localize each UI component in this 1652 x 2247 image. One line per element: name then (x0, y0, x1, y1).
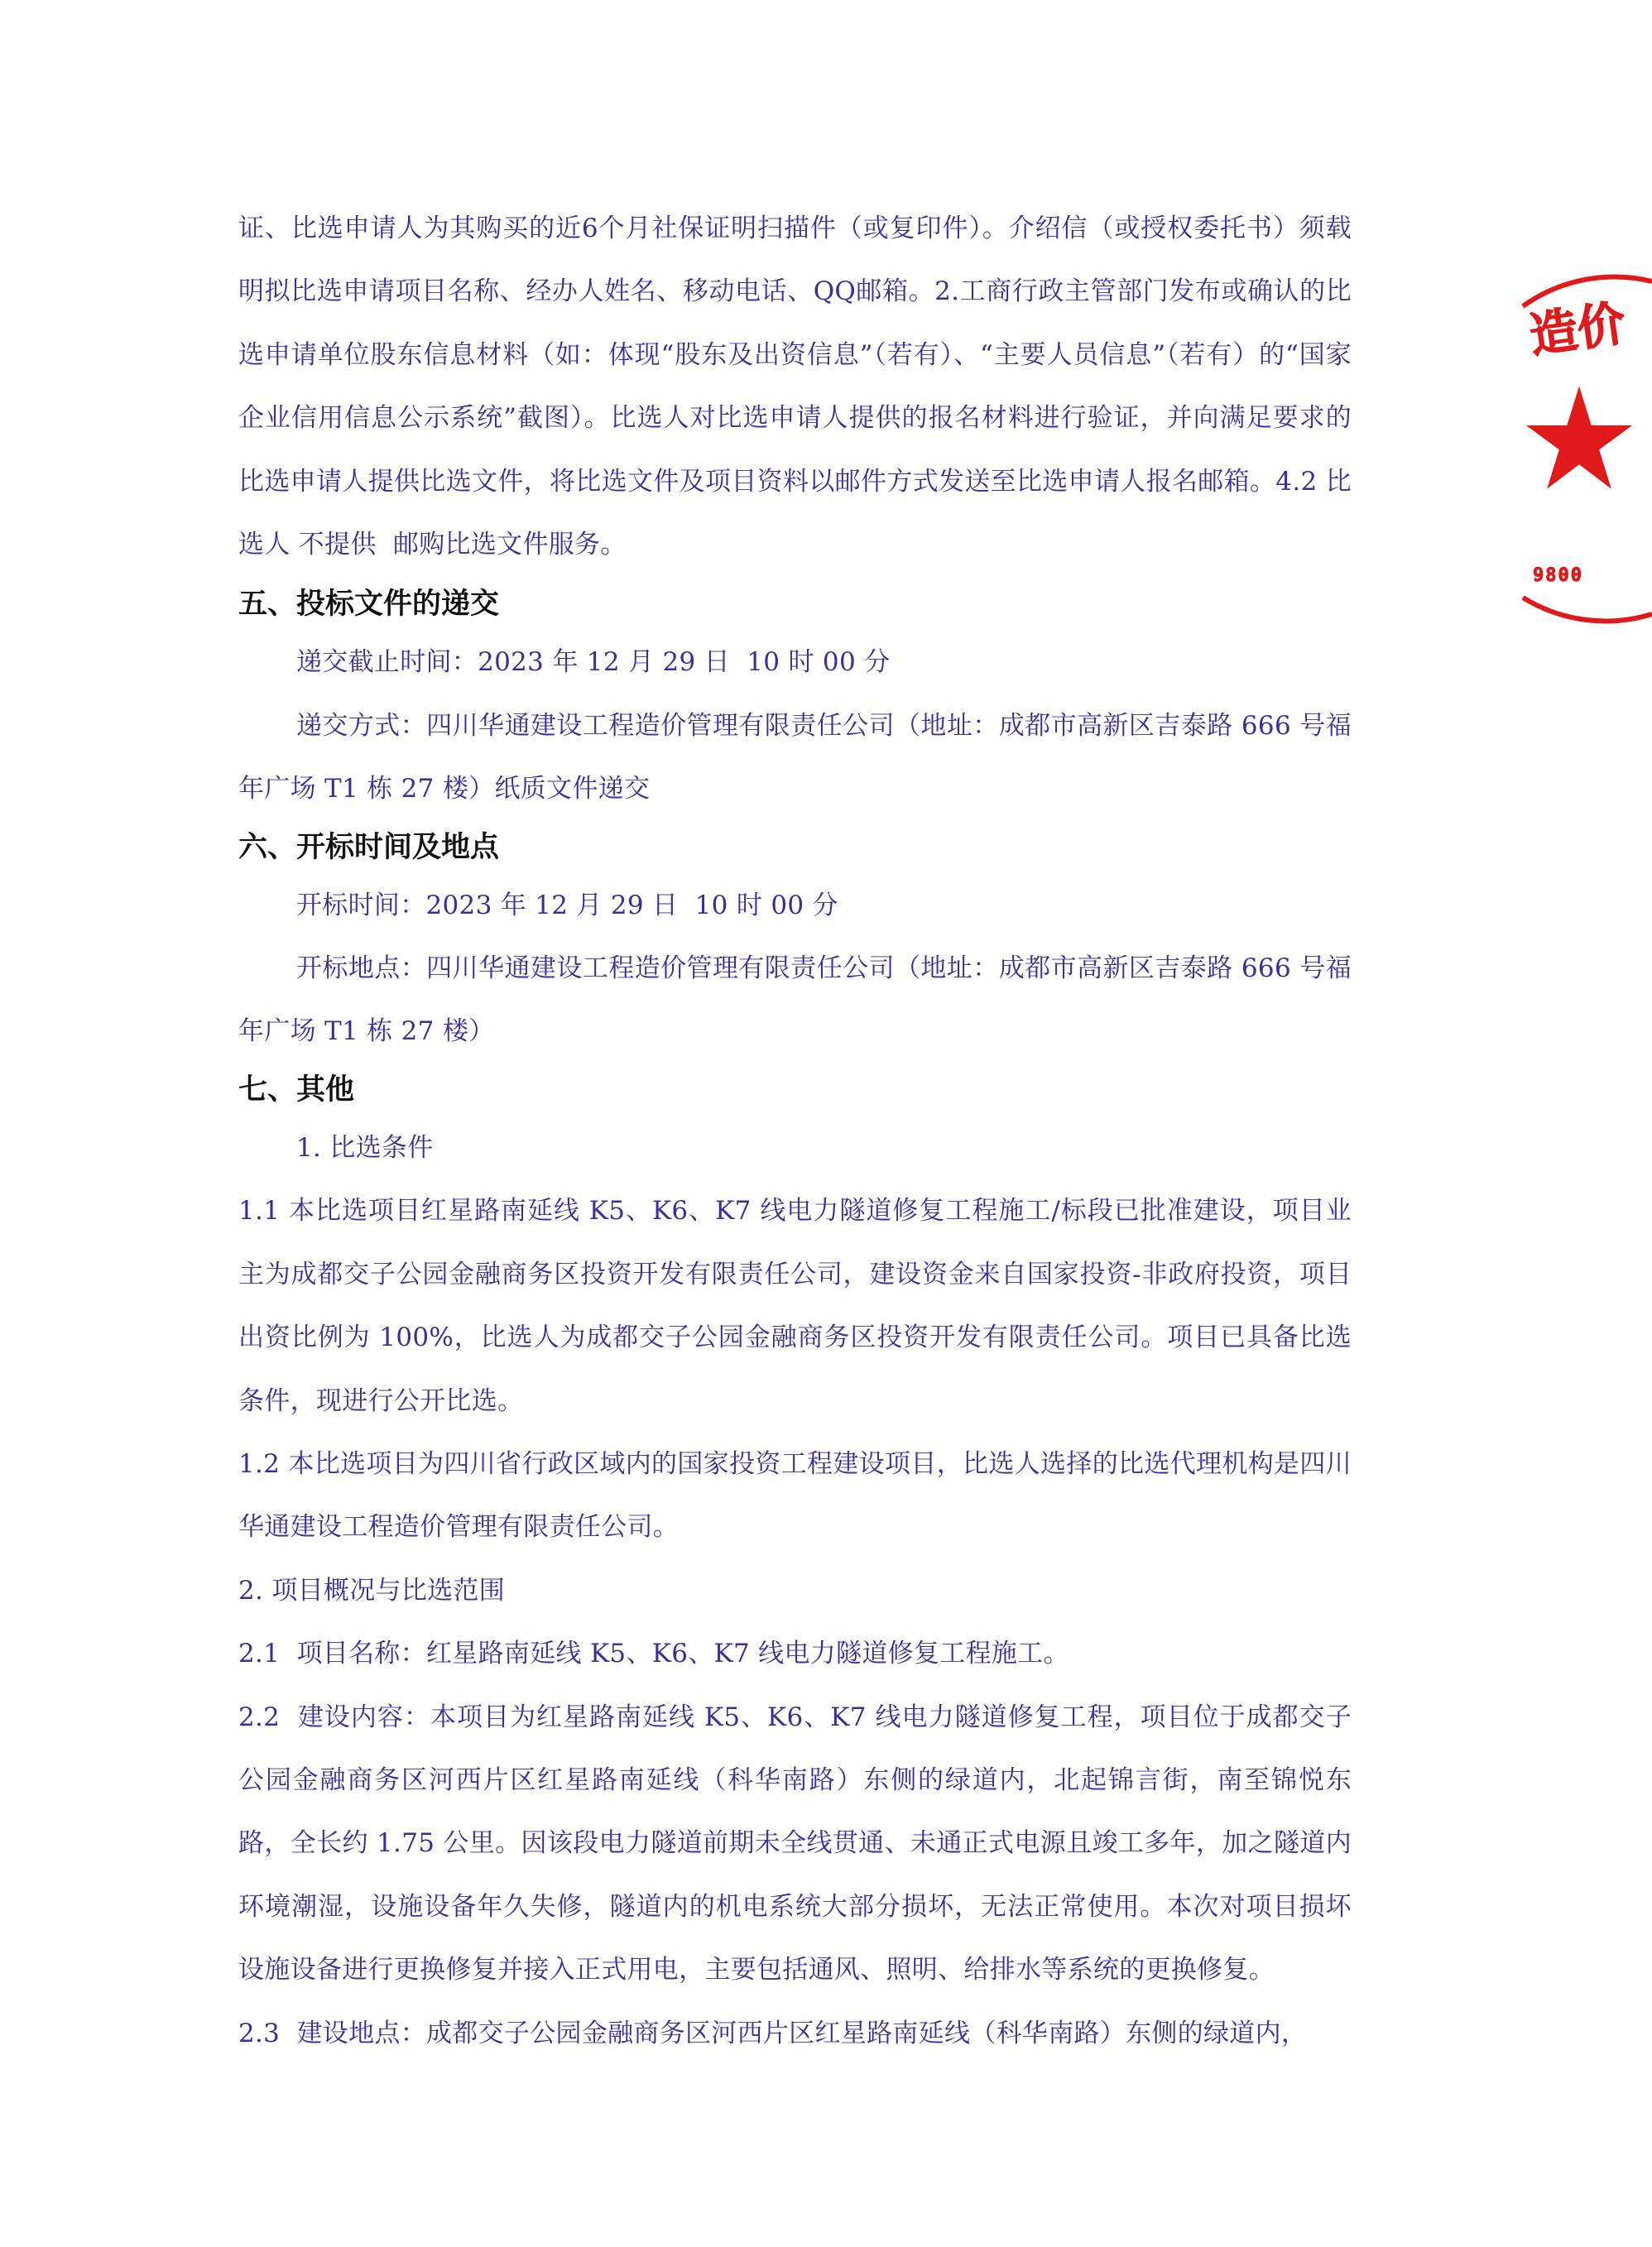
subsection-1-title: 1. 比选条件 (296, 1132, 434, 1163)
clause-2-2: 2.2 建设内容：本项目为红星路南延线 K5、K6、K7 线电力隧道修复工程，项目位于成都交子公园金融商务区河西片区红星路南延线（科华南路）东侧的绿道内，北起锦言街，南至锦悦东路，全长约 1.75 公里。因该段电力隧道前期未全线贯通、未通正式电源且竣工多年，加之隧道内环境潮湿，设施设备年久失修，隧道内的机电系统大部分损坏，无法正常使用。本次对项目损坏设施设备进行更换修复并接入正式用电，主要包括通风、照明、给排水等系统的更换修复。 (238, 1702, 1352, 1985)
section-heading-5: 五、投标文件的递交 (238, 588, 500, 622)
opening-place: 开标地点：四川华通建设工程造价管理有限责任公司（地址：成都市高新区吉泰路 666 号福年广场 T1 栋 27 楼） (238, 953, 1352, 1047)
document-body (238, 197, 1352, 2065)
clause-2-1: 2.1 项目名称：红星路南延线 K5、K6、K7 线电力隧道修复工程施工。 (238, 1639, 1069, 1669)
clause-1-1: 1.1 本比选项目红星路南延线 K5、K6、K7 线电力隧道修复工程施工/标段已批准建设，项目业主为成都交子公园金融商务区投资开发有限责任公司，建设资金来自国家投资-非政府投资，项目出资比例为 100%，比选人为成都交子公园金融商务区投资开发有限责任公司。项目已具备比选条件，现进行公开比选。 (238, 1196, 1352, 1416)
subsection-2-title: 2. 项目概况与比选范围 (238, 1575, 506, 1606)
submission-method: 递交方式：四川华通建设工程造价管理有限责任公司（地址：成都市高新区吉泰路 666 号福年广场 T1 栋 27 楼）纸质文件递交 (238, 710, 1352, 804)
clause-2-3: 2.3 建设地点：成都交子公园金融商务区河西片区红星路南延线（科华南路）东侧的绿道内， (238, 2018, 1308, 2048)
clause-1-2: 1.2 本比选项目为四川省行政区域内的国家投资工程建设项目，比选人选择的比选代理机构是四川华通建设工程造价管理有限责任公司。 (238, 1448, 1352, 1543)
company-seal-stamp (1520, 273, 1652, 621)
svg-text:9800: 9800 (1533, 565, 1583, 586)
opening-time: 开标时间：2023 年 12 月 29 日 10 时 00 分 (296, 890, 838, 920)
svg-text:造价: 造价 (1525, 295, 1630, 364)
submission-deadline: 递交截止时间：2023 年 12 月 29 日 10 时 00 分 (296, 647, 891, 678)
intro-paragraph: 证、比选申请人为其购买的近6个月社保证明扫描件（或复印件）。介绍信（或授权委托书）须载明拟比选申请项目名称、经办人姓名、移动电话、QQ邮箱。2.工商行政主管部门发布或确认的比选申请单位股东信息材料（如：体现“股东及出资信息”（若有）、“主要人员信息”（若有）的“国家企业信用信息公示系统”截图）。比选人对比选申请人提供的报名材料进行验证，并向满足要求的比选申请人提供比选文件，将比选文件及项目资料以邮件方式发送至比选申请人报名邮箱。4.2 比选人 不提供 邮购比选文件服务。 (238, 214, 1352, 560)
section-heading-7: 七、其他 (238, 1073, 355, 1107)
section-heading-6: 六、开标时间及地点 (238, 830, 500, 864)
